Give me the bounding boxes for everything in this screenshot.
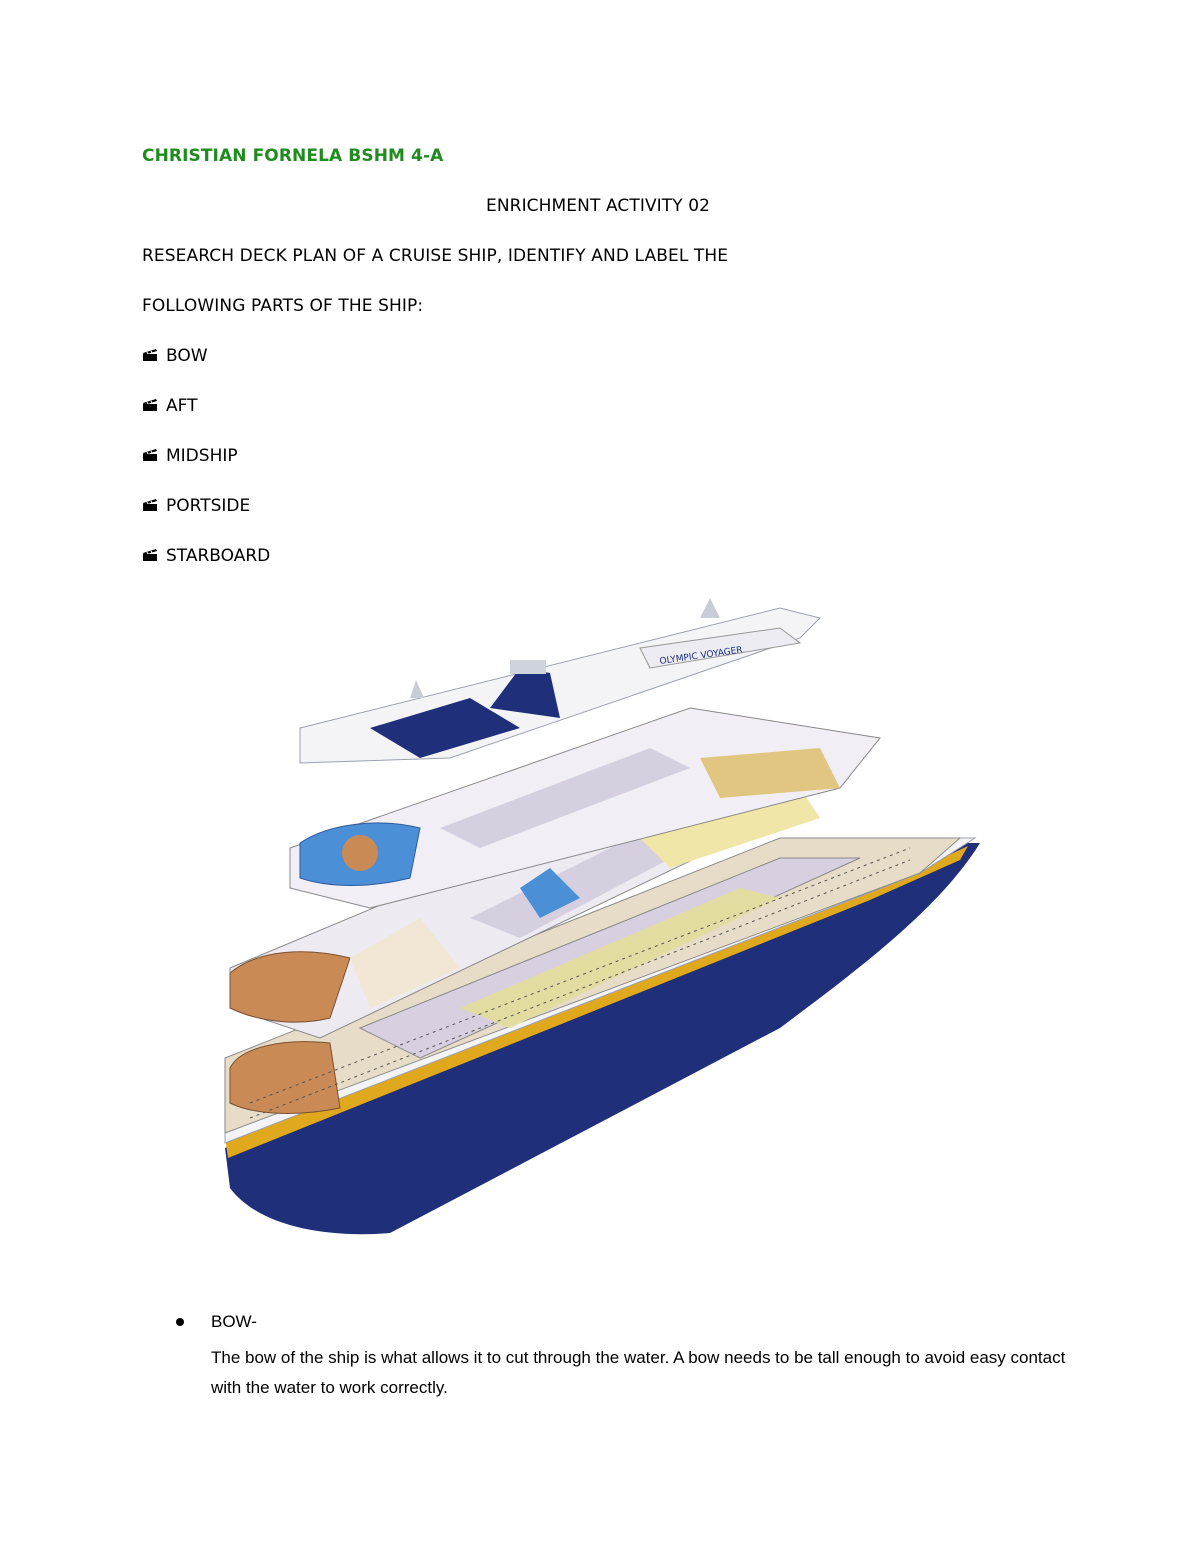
author-name: CHRISTIAN FORNELA BSHM 4-A xyxy=(142,146,444,166)
part-item-portside xyxy=(142,496,250,516)
part-label: BOW xyxy=(166,346,208,366)
part-label: STARBOARD xyxy=(166,546,271,566)
part-item-aft xyxy=(142,396,198,416)
clapperboard-icon xyxy=(142,348,158,362)
part-item-starboard xyxy=(142,546,270,566)
clapperboard-icon xyxy=(142,448,158,462)
bow-section-body: The bow of the ship is what allows it to cut through the water. A bow needs to be tall enough to avoid easy contact with the water to work correctly. xyxy=(211,1348,1066,1397)
part-item-bow xyxy=(142,346,208,366)
bullet xyxy=(176,1318,184,1326)
clapperboard-icon xyxy=(142,548,158,562)
clapperboard-icon xyxy=(142,498,158,512)
clapperboard-icon xyxy=(142,398,158,412)
part-label: MIDSHIP xyxy=(166,446,238,466)
part-label: AFT xyxy=(166,396,198,416)
bow-section-title: BOW- xyxy=(211,1312,257,1331)
part-item-midship xyxy=(142,446,238,466)
instruction-line-2: FOLLOWING PARTS OF THE SHIP: xyxy=(142,296,424,316)
activity-title: ENRICHMENT ACTIVITY 02 xyxy=(486,196,711,216)
hull-name-label: OLYMPIC VOYAGER xyxy=(659,645,744,667)
cruise-ship-cutaway-illustration xyxy=(220,588,980,1238)
instruction-line-1: RESEARCH DECK PLAN OF A CRUISE SHIP, IDENTIFY AND LABEL THE xyxy=(142,246,729,266)
part-label: PORTSIDE xyxy=(166,496,251,516)
